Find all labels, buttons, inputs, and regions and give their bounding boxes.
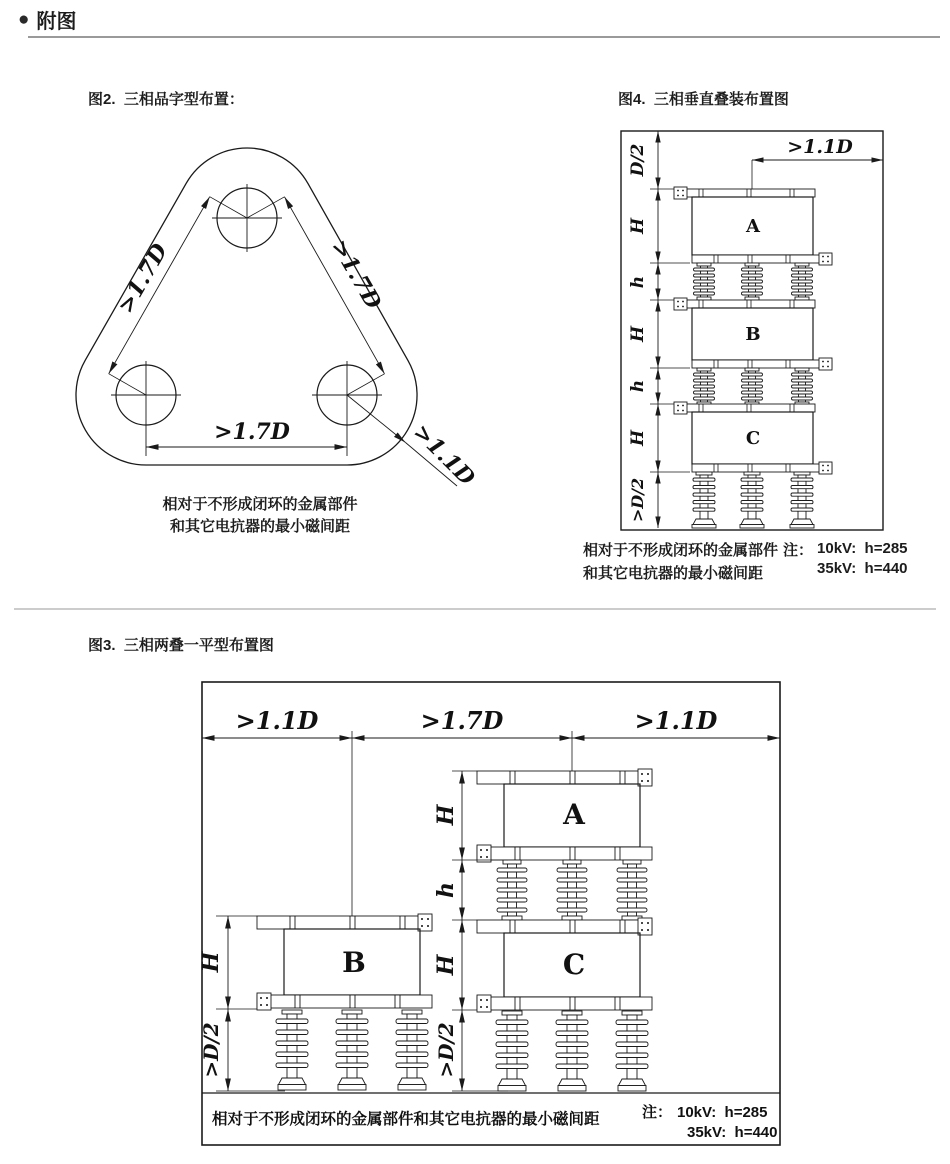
fig4-unit-a [674, 187, 832, 265]
fig3-title: 图3. 三相两叠一平型布置图 [88, 637, 274, 654]
bullet-icon: ● [18, 9, 30, 30]
section-divider [14, 608, 936, 610]
fig3-dim-top-left: >1.1D [235, 706, 319, 735]
crosshair-lines [111, 184, 382, 456]
fig4-unit-c-label: C [745, 428, 761, 449]
fig4-note [783, 539, 908, 579]
fig3-dim-top-mid: >1.7D [420, 706, 504, 735]
fig2-caption [95, 494, 425, 538]
fig4-dim-h1: h [628, 275, 648, 289]
fig3-drawing [190, 676, 790, 1156]
fig4-unit-a-label: A [746, 216, 760, 237]
fig4-caption-line1: 相对于不形成闭环的金属部件 [583, 542, 779, 559]
fig4-dim-H2: H [628, 325, 648, 343]
fig4-caption [583, 539, 798, 585]
fig3-note-label: 注： [642, 1104, 673, 1121]
fig2-caption-line2: 和其它电抗器的最小磁间距 [169, 518, 350, 535]
fig4-note-label: 注： [783, 542, 814, 559]
fig4-title: 图4. 三相垂直叠装布置图 [618, 91, 789, 108]
fig3-caption: 相对于不形成闭环的金属部件和其它电抗器的最小磁间距 [212, 1111, 600, 1128]
header-divider [28, 36, 940, 38]
fig3-dim-H-c: H [433, 954, 459, 976]
fig2-title: 图2. 三相品字型布置： [88, 91, 244, 108]
page-title: 附图 [36, 11, 77, 33]
fig4-unit-b-label: B [745, 324, 761, 345]
fig3-note-line2: 35kV: h=440 [687, 1124, 778, 1141]
fig4-dim-H3: H [628, 429, 648, 447]
fig3-unit-c-label: C [562, 948, 586, 981]
fig3-unit-a [477, 769, 652, 862]
fig3-unit-b-label: B [342, 946, 366, 979]
page-header [18, 5, 76, 34]
fig4-dim-d2: D/2 [628, 143, 648, 177]
fig2-dim-label-bottom: >1.7D [214, 419, 290, 445]
fig4-caption-line2: 和其它电抗器的最小磁间距 [583, 565, 764, 582]
fig3-dim-gd2-right: >D/2 [434, 1022, 458, 1078]
fig2-dim-label-diag: >1.1D [407, 419, 480, 492]
fig3-top-dims [202, 731, 780, 916]
fig3-unit-b [257, 914, 432, 1010]
fig3-dim-h-mid: h [433, 882, 459, 898]
fig4-unit-c [674, 402, 832, 474]
fig2-dim-label-left: >1.7D [112, 239, 174, 318]
fig4-dim-top: >1.1D [787, 136, 853, 158]
fig4-drawing [590, 125, 900, 537]
fig4-dim-gd2: >D/2 [628, 477, 647, 523]
fig4-note-line2: 35kV: h=440 [817, 560, 908, 577]
fig4-note-line1: 10kV: h=285 [817, 540, 908, 557]
fig3-dim-top-right: >1.1D [634, 706, 718, 735]
fig2-dim-label-right: >1.7D [325, 235, 387, 314]
fig3-unit-a-label: A [563, 798, 585, 831]
fig3-dim-H-a: H [433, 804, 459, 826]
fig3-unit-c [477, 918, 652, 1012]
fig2-caption-line1: 相对于不形成闭环的金属部件 [162, 496, 358, 513]
fig4-dim-H1: H [628, 217, 648, 235]
fig3-dim-H-left: H [198, 951, 224, 973]
fig2-drawing [60, 120, 500, 494]
fig4-unit-b [674, 298, 832, 370]
fig3-dim-gd2-left: >D/2 [199, 1022, 223, 1078]
fig3-note-line1: 10kV: h=285 [677, 1104, 768, 1121]
fig4-dim-h2: h [628, 379, 648, 393]
